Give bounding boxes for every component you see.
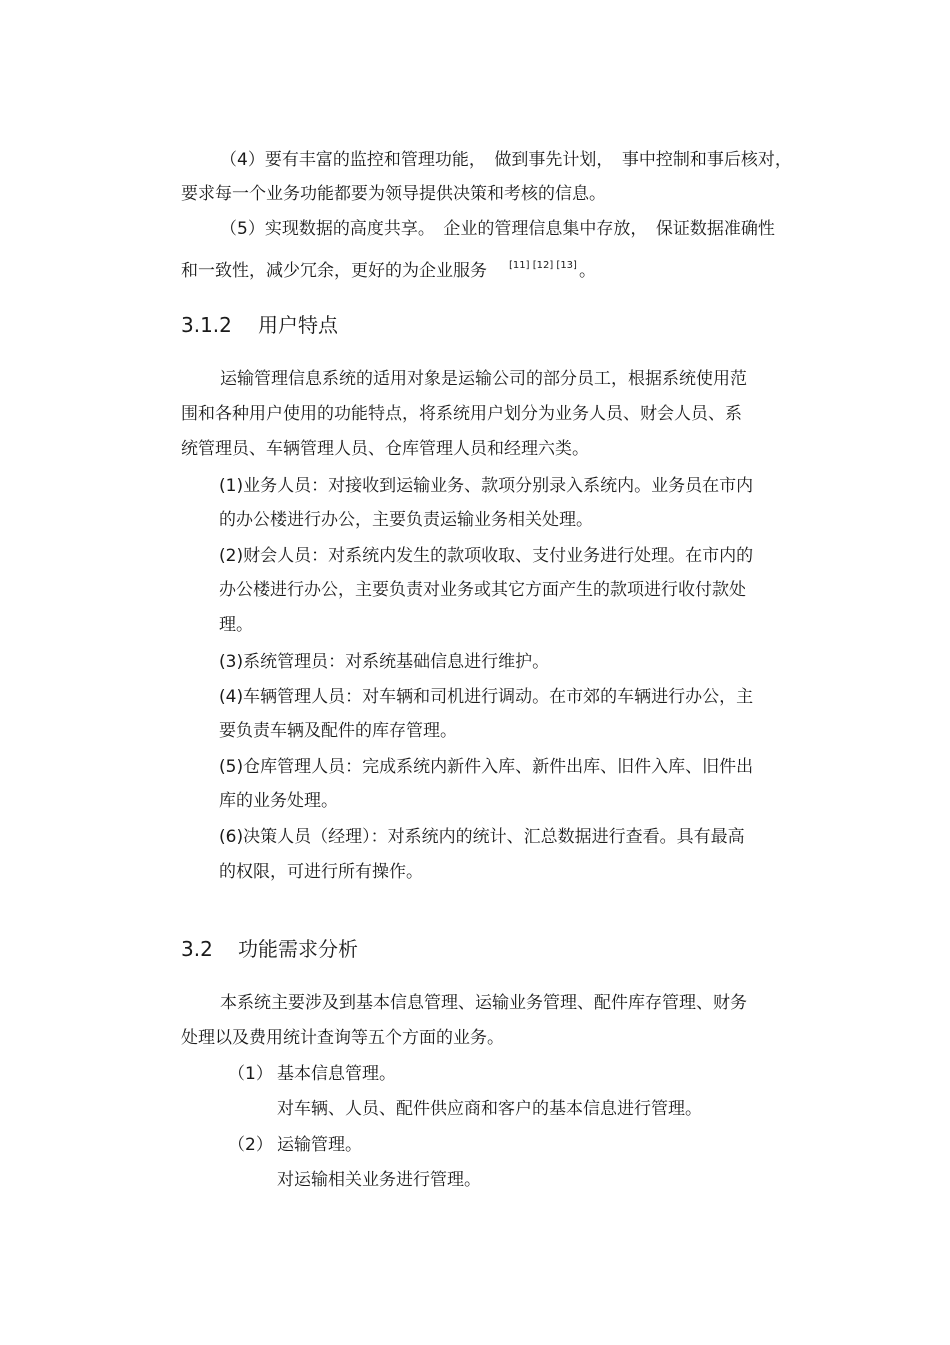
section-heading-3-2: [181, 937, 358, 961]
intro-line: 运输管理信息系统的适用对象是运输公司的部分员工，根据系统使用范: [220, 369, 747, 389]
paragraph-4-line-1: （4）要有丰富的监控和管理功能， 做到事先计划， 事中控制和事后核对，: [220, 150, 792, 170]
user-type-line: (3)系统管理员：对系统基础信息进行维护。: [219, 652, 550, 672]
user-type-line: (4)车辆管理人员：对车辆和司机进行调动。在市郊的车辆进行办公，主: [219, 687, 754, 707]
section-title: 用户特点: [258, 313, 338, 337]
paragraph-5-text: 和一致性，减少冗余，更好的为企业服务: [181, 261, 487, 281]
paragraph-5-line-2: [181, 256, 596, 281]
user-type-line: (1)业务人员：对接收到运输业务、款项分别录入系统内。业务员在市内: [219, 476, 754, 496]
section-heading-3-1-2: [181, 313, 338, 337]
item-number: （1）: [228, 1064, 273, 1084]
paragraph-4-line-2: 要求每一个业务功能都要为领导提供决策和考核的信息。: [181, 184, 606, 204]
function-item-1: [228, 1064, 396, 1084]
section-title: 功能需求分析: [238, 937, 358, 961]
item-number: （2）: [228, 1135, 273, 1155]
user-type-line: (6)决策人员（经理）：对系统内的统计、汇总数据进行查看。具有最高: [219, 827, 745, 847]
citation-reference: [11] [12] [13]: [509, 260, 577, 271]
intro-line: 处理以及费用统计查询等五个方面的业务。: [181, 1028, 504, 1048]
paragraph-5-line-1: （5）实现数据的高度共享。 企业的管理信息集中存放， 保证数据准确性: [220, 219, 775, 239]
section-number: 3.1.2: [181, 313, 232, 337]
user-type-line: 的权限，可进行所有操作。: [219, 862, 423, 882]
item-title: 基本信息管理。: [277, 1064, 396, 1084]
user-type-line: 要负责车辆及配件的库存管理。: [219, 721, 457, 741]
user-type-line: (5)仓库管理人员：完成系统内新件入库、新件出库、旧件入库、旧件出: [219, 757, 754, 777]
function-item-1-desc: 对车辆、人员、配件供应商和客户的基本信息进行管理。: [277, 1099, 702, 1119]
intro-line: 围和各种用户使用的功能特点，将系统用户划分为业务人员、财会人员、系: [181, 404, 742, 424]
intro-line: 本系统主要涉及到基本信息管理、运输业务管理、配件库存管理、财务: [220, 993, 747, 1013]
user-type-line: 库的业务处理。: [219, 791, 338, 811]
paragraph-5-end: 。: [578, 261, 596, 281]
user-type-line: (2)财会人员：对系统内发生的款项收取、支付业务进行处理。在市内的: [219, 546, 754, 566]
item-title: 运输管理。: [277, 1135, 362, 1155]
intro-line: 统管理员、车辆管理人员、仓库管理人员和经理六类。: [181, 439, 589, 459]
user-type-line: 办公楼进行办公，主要负责对业务或其它方面产生的款项进行收付款处: [219, 580, 746, 600]
user-type-line: 的办公楼进行办公，主要负责运输业务相关处理。: [219, 510, 593, 530]
user-type-line: 理。: [219, 615, 253, 635]
function-item-2: [228, 1135, 362, 1155]
section-number: 3.2: [181, 937, 213, 961]
function-item-2-desc: 对运输相关业务进行管理。: [277, 1170, 481, 1190]
